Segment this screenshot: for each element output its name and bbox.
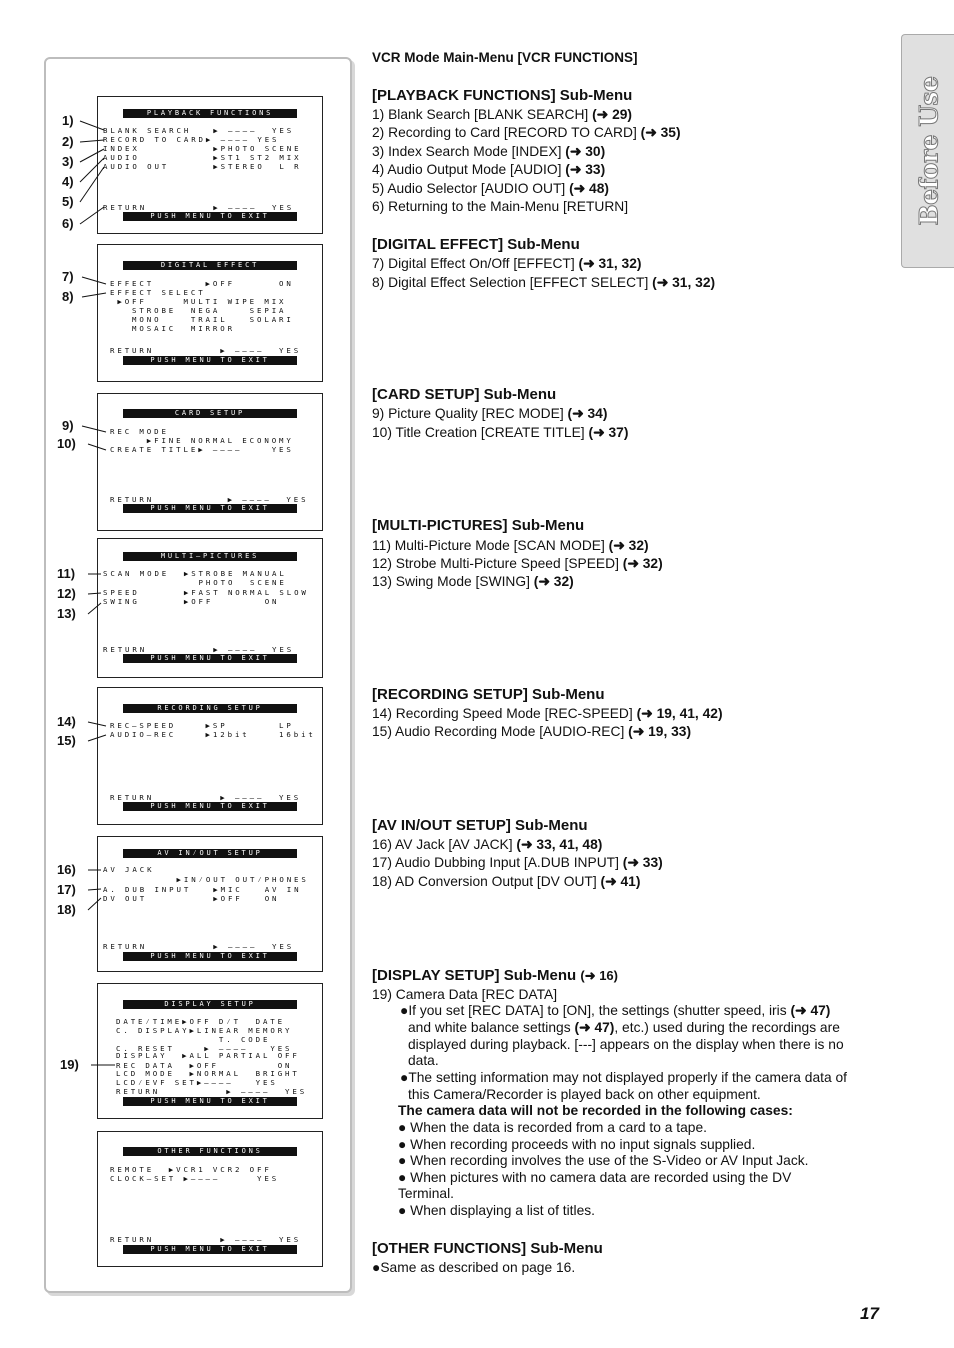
menu-item: 12) Strobe Multi-Picture Speed [SPEED] (➜ 32) (372, 556, 663, 571)
callout-number: 16) (57, 862, 76, 877)
menu-item: 6) Returning to the Main-Menu [RETURN] (372, 199, 629, 214)
screen-av-in-out-setup (97, 836, 323, 972)
callout-number: 8) (62, 289, 74, 304)
screen-line: DV OUT ▶OFF ON (103, 894, 280, 903)
menu-item: 2) Recording to Card [RECORD TO CARD] (➜ 35) (372, 125, 681, 140)
callout-number: 7) (62, 269, 74, 284)
screen-multi-pictures (97, 538, 323, 678)
screen-title: RECORDING SETUP (123, 704, 297, 713)
callout-number: 19) (60, 1057, 79, 1072)
menu-item: 19) Camera Data [REC DATA] (372, 987, 558, 1002)
screen-footer: PUSH MENU TO EXIT (123, 212, 297, 221)
screen-return: RETURN ▶ –––– YES (110, 495, 309, 504)
screen-line: PHOTO SCENE (103, 578, 287, 587)
screen-line: BLANK SEARCH ▶ –––– YES (103, 126, 295, 135)
screen-footer: PUSH MENU TO EXIT (123, 802, 297, 811)
callout-number: 4) (62, 174, 74, 189)
menu-item: 16) AV Jack [AV JACK] (➜ 33, 41, 48) (372, 837, 603, 852)
callout-number: 1) (62, 113, 74, 128)
menu-item: 15) Audio Recording Mode [AUDIO-REC] (➜ 19, 33) (372, 724, 692, 739)
callout-number: 18) (57, 902, 76, 917)
screen-line: INDEX ▶PHOTO SCENE (103, 144, 302, 153)
menu-item: 11) Multi-Picture Mode [SCAN MODE] (➜ 32) (372, 538, 649, 553)
note-line: data. (408, 1053, 439, 1068)
callout-number: 13) (57, 606, 76, 621)
section-title-av-in-out-setup: [AV IN/OUT SETUP] Sub-Menu (372, 817, 588, 834)
screen-line: ▶IN⁄OUT OUT⁄PHONES (103, 875, 309, 884)
menu-item: 17) Audio Dubbing Input [A.DUB INPUT] (➜ 33) (372, 855, 663, 870)
callout-number: 10) (57, 436, 76, 451)
callout-number: 14) (57, 714, 76, 729)
screen-title: CARD SETUP (123, 409, 297, 418)
case-item: ● When recording involves the use of the S-Video or AV Input Jack. (398, 1153, 809, 1168)
case-item: ● When displaying a list of titles. (398, 1203, 595, 1218)
note-line: this Camera/Recorder is played back on other equipment. (408, 1087, 761, 1102)
screen-line: SCAN MODE ▶STROBE MANUAL (103, 569, 287, 578)
screen-line: C. DISPLAY▶LINEAR MEMORY (116, 1026, 293, 1035)
callout-number: 17) (57, 882, 76, 897)
screen-line: EFFECT SELECT (110, 288, 206, 297)
screen-digital-effect (97, 244, 323, 382)
note-line: ●The setting information may not displayed properly if the camera data of (400, 1070, 847, 1085)
section-title-display-setup: [DISPLAY SETUP] Sub-Menu (➜ 16) (372, 967, 618, 984)
callout-number: 6) (62, 216, 74, 231)
screen-line: AV JACK (103, 865, 155, 874)
screen-recording-setup (97, 687, 323, 825)
callout-number: 2) (62, 134, 74, 149)
case-item: ● When pictures with no camera data are recorded using the DV (398, 1170, 792, 1185)
screen-return: RETURN ▶ –––– YES (110, 346, 302, 355)
callout-number: 12) (57, 586, 76, 601)
screen-title: DIGITAL EFFECT (123, 261, 297, 270)
screen-title: MULTI–PICTURES (123, 552, 297, 561)
callout-number: 3) (62, 154, 74, 169)
screen-line: LCD⁄EVF SET▶–––– YES (116, 1078, 278, 1087)
note-line: displayed during playback. [---] appears on the display when there is no (408, 1037, 844, 1052)
screen-footer: PUSH MENU TO EXIT (123, 1097, 297, 1106)
screen-line: DATE⁄TIME▶OFF D⁄T DATE (116, 1017, 286, 1026)
screen-line: SPEED ▶FAST NORMAL SLOW (103, 588, 309, 597)
screen-line: EFFECT ▶OFF ON (110, 279, 294, 288)
section-title-playback: [PLAYBACK FUNCTIONS] Sub-Menu (372, 87, 633, 104)
section-tab-label: Before Use (914, 76, 943, 226)
screen-return: RETURN ▶ –––– YES (103, 942, 295, 951)
screen-line: A. DUB INPUT ▶MIC AV IN (103, 885, 302, 894)
section-tab (901, 34, 954, 268)
screen-return: RETURN ▶ –––– YES (103, 203, 295, 212)
screen-title: OTHER FUNCTIONS (123, 1147, 297, 1156)
screen-title: AV IN⁄OUT SETUP (123, 849, 297, 858)
section-title-card-setup: [CARD SETUP] Sub-Menu (372, 386, 557, 403)
screen-line: REC–SPEED ▶SP LP (110, 721, 294, 730)
case-item: Terminal. (398, 1186, 454, 1201)
screen-footer: PUSH MENU TO EXIT (123, 1245, 297, 1254)
case-item: ● When the data is recorded from a card to a tape. (398, 1120, 707, 1135)
screen-line: MOSAIC MIRROR (110, 324, 235, 333)
callout-number: 5) (62, 194, 74, 209)
screen-footer: PUSH MENU TO EXIT (123, 356, 297, 365)
screen-line: CLOCK–SET ▶–––– YES (110, 1174, 280, 1183)
section-title-other-functions: [OTHER FUNCTIONS] Sub-Menu (372, 1240, 603, 1257)
section-title-recording-setup: [RECORDING SETUP] Sub-Menu (372, 686, 605, 703)
menu-item: 9) Picture Quality [REC MODE] (➜ 34) (372, 406, 608, 421)
menu-item: 8) Digital Effect Selection [EFFECT SELECT] (➜ 31, 32) (372, 275, 716, 290)
screen-footer: PUSH MENU TO EXIT (123, 504, 297, 513)
menu-item: 10) Title Creation [CREATE TITLE] (➜ 37) (372, 425, 629, 440)
screen-line: T. CODE (116, 1035, 271, 1044)
screen-card-setup (97, 393, 323, 531)
screen-line: AUDIO–REC ▶12bit 16bit (110, 730, 316, 739)
screen-line: REC DATA ▶OFF ON (116, 1061, 293, 1070)
screen-line: SWING ▶OFF ON (103, 597, 280, 606)
screen-line: STROBE NEGA SEPIA (110, 306, 287, 315)
screen-line: REC MODE (110, 427, 169, 436)
note-line: ●If you set [REC DATA] to [ON], the settings (shutter speed, iris (➜ 47) (400, 1003, 831, 1018)
screen-footer: PUSH MENU TO EXIT (123, 654, 297, 663)
screen-line: ▶OFF MULTI WIPE MIX (110, 297, 287, 306)
screen-title: PLAYBACK FUNCTIONS (123, 109, 297, 118)
note-line: ●Same as described on page 16. (372, 1260, 576, 1275)
note-line: and white balance settings (➜ 47), etc.) used during the recordings are (408, 1020, 840, 1035)
callout-number: 15) (57, 733, 76, 748)
screen-line: DISPLAY ▶ALL PARTIAL OFF (116, 1051, 300, 1060)
section-title-multi-pictures: [MULTI-PICTURES] Sub-Menu (372, 517, 585, 534)
screen-return: RETURN ▶ –––– YES (103, 645, 295, 654)
menu-item: 7) Digital Effect On/Off [EFFECT] (➜ 31, 32) (372, 256, 642, 271)
screen-line: LCD MODE ▶NORMAL BRIGHT (116, 1069, 300, 1078)
cases-heading: The camera data will not be recorded in the following cases: (398, 1103, 793, 1118)
screen-playback-functions (97, 96, 323, 234)
callout-number: 11) (57, 566, 76, 581)
screen-footer: PUSH MENU TO EXIT (123, 952, 297, 961)
screen-title: DISPLAY SETUP (123, 1000, 297, 1009)
section-title-digital-effect: [DIGITAL EFFECT] Sub-Menu (372, 236, 580, 253)
page-heading: VCR Mode Main-Menu [VCR FUNCTIONS] (372, 50, 638, 65)
screen-line: C. RESET ▶ –––– YES (116, 1044, 293, 1053)
screen-display-setup (97, 983, 323, 1119)
page-number: 17 (860, 1304, 879, 1323)
menu-item: 18) AD Conversion Output [DV OUT] (➜ 41) (372, 874, 641, 889)
callout-number: 9) (62, 418, 74, 433)
case-item: ● When recording proceeds with no input signals supplied. (398, 1137, 756, 1152)
menu-item: 1) Blank Search [BLANK SEARCH] (➜ 29) (372, 107, 633, 122)
screen-line: REMOTE ▶VCR1 VCR2 OFF (110, 1165, 272, 1174)
screen-return: RETURN ▶ –––– YES (110, 1235, 302, 1244)
menu-item: 4) Audio Output Mode [AUDIO] (➜ 33) (372, 162, 606, 177)
screen-other-functions (97, 1131, 323, 1267)
screen-line: AUDIO ▶ST1 ST2 MIX (103, 153, 302, 162)
screen-line: MONO TRAIL SOLARI (110, 315, 294, 324)
screen-line: AUDIO OUT ▶STEREO L R (103, 162, 302, 171)
menu-item: 13) Swing Mode [SWING] (➜ 32) (372, 574, 574, 589)
menu-item: 14) Recording Speed Mode [REC-SPEED] (➜ 19, 41, 42) (372, 706, 723, 721)
screen-return: RETURN ▶ –––– YES (110, 793, 302, 802)
menu-item: 5) Audio Selector [AUDIO OUT] (➜ 48) (372, 181, 609, 196)
menu-item: 3) Index Search Mode [INDEX] (➜ 30) (372, 144, 606, 159)
screen-line: RECORD TO CARD▶ –––– YES (103, 135, 280, 144)
screen-line: ▶FINE NORMAL ECONOMY (110, 436, 294, 445)
screen-line: CREATE TITLE▶ –––– YES (110, 445, 294, 454)
screen-line: RETURN ▶ –––– YES (116, 1087, 308, 1096)
